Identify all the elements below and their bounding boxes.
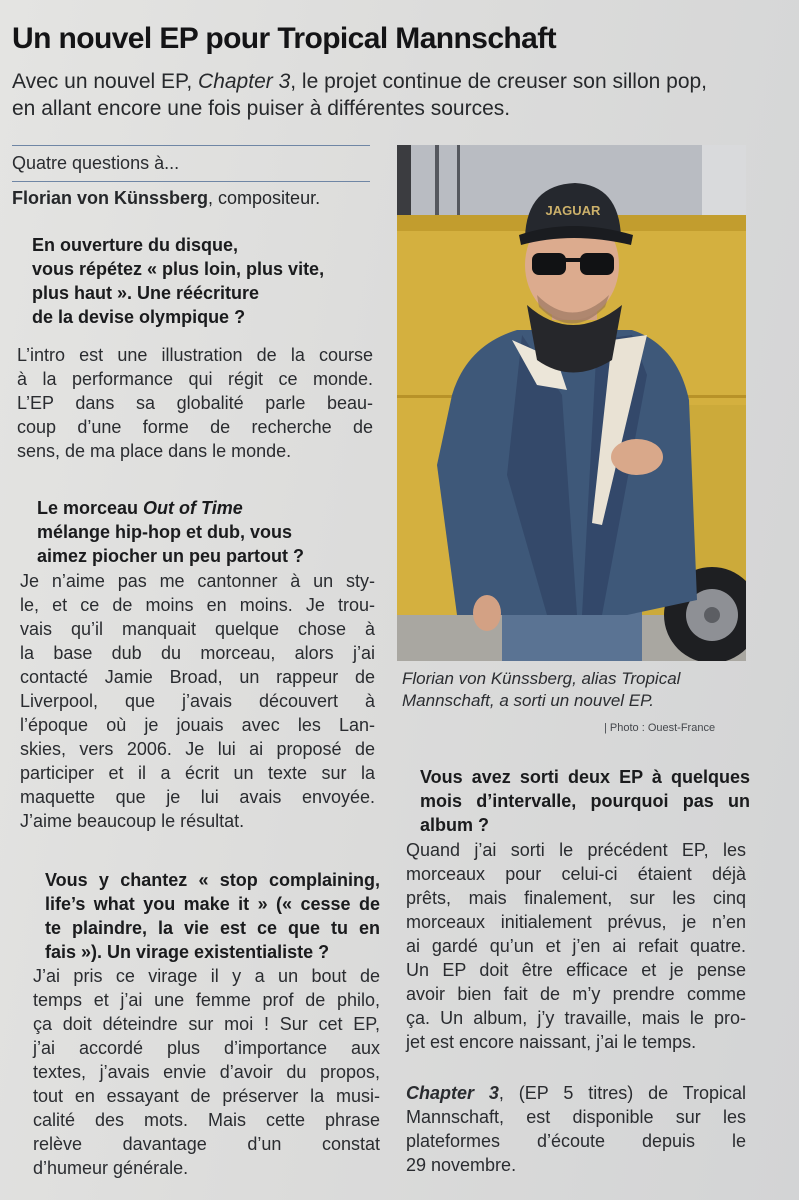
- answer-3-line: j’ai accordé plus d’importance aux: [33, 1038, 380, 1058]
- question-1-line: En ouverture du disque,: [32, 235, 239, 255]
- answer-2-line: participer et il a écrit un texte sur la: [20, 763, 375, 783]
- byline: [12, 188, 320, 209]
- question-2-line: aimez piocher un peu partout ?: [37, 546, 305, 566]
- standfirst: [12, 68, 712, 122]
- question-3-line: Vous y chantez « stop complaining,: [45, 870, 380, 890]
- question-1-line: de la devise olympique ?: [32, 307, 246, 327]
- release-info-line: [406, 1081, 746, 1105]
- answer-4-line: ai gardé qu’un et j’en ai refait quatre.: [406, 936, 746, 956]
- release-info-line: plateformes d’écoute depuis le: [406, 1131, 746, 1151]
- standfirst-text-before: Avec un nouvel EP,: [12, 70, 199, 93]
- answer-2-line: contacté Jamie Broad, un rappeur de: [20, 667, 375, 687]
- standfirst-text-after: , le projet continue de creuser son sillon pop, en allant encore une fois puiser à différentes sources.: [12, 70, 708, 120]
- answer-3-line: temps et j’ai une femme prof de philo,: [33, 990, 380, 1010]
- question-4-line: mois d’intervalle, pourquoi pas un: [420, 791, 750, 811]
- wheel-hub: [704, 607, 720, 623]
- answer-2-line: le, et ce de moins en moins. Je trou-: [20, 595, 375, 615]
- kicker-top-rule: [12, 145, 370, 146]
- sunglasses-bridge: [565, 258, 581, 262]
- answer-4-line: avoir bien fait de m’y prendre comme: [406, 984, 746, 1004]
- release-info-text: , (EP 5 titres) de Tropical: [498, 1083, 747, 1103]
- answer-2-line: J’aime beaucoup le résultat.: [20, 811, 245, 831]
- answer-4-line: ça. Un album, j’y travaille, mais le pro-: [406, 1008, 746, 1028]
- cap-logo-text: JAGUAR: [545, 203, 601, 218]
- sunglasses-lens-right: [580, 253, 614, 275]
- answer-4-line: morceaux pour celui-ci étaient déjà: [406, 864, 746, 884]
- release-info: [406, 1081, 746, 1177]
- question-2-song-title: Out of Time: [143, 498, 243, 518]
- kicker: Quatre questions à...: [12, 153, 180, 173]
- question-2: [37, 496, 377, 568]
- answer-3-line: J’ai pris ce virage il y a un bout de: [33, 966, 380, 986]
- answer-2-line: Liverpool, que j’avais découvert à: [20, 691, 375, 711]
- answer-1: [17, 343, 373, 463]
- answer-2-line: skies, vers 2006. Je lui ai proposé de: [20, 739, 375, 759]
- answer-2-line: vais qu’il manquait quelque chose à: [20, 619, 375, 639]
- answer-1-line: L’EP dans sa globalité parle beau-: [17, 393, 373, 413]
- answer-4-line: morceaux initialement prévus, je n’en: [406, 912, 746, 932]
- answer-4-line: Un EP doit être efficace et je pense: [406, 960, 746, 980]
- question-3-line: fais »). Un virage existentialiste ?: [45, 942, 330, 962]
- portrait-photo: [397, 145, 746, 661]
- answer-3: [33, 964, 380, 1180]
- answer-2-line: maquette que je lui avais envoyée.: [20, 787, 375, 807]
- answer-1-line: coup d’une forme de recherche de: [17, 417, 373, 437]
- question-3-line: te plaindre, la vie est ce que tu en: [45, 918, 380, 938]
- release-info-line: 29 novembre.: [406, 1155, 517, 1175]
- question-2-line: mélange hip-hop et dub, vous: [37, 522, 293, 542]
- answer-3-line: textes, j’avais envie d’avoir du propos,: [33, 1062, 380, 1082]
- release-info-line: Mannschaft, est disponible sur les: [406, 1107, 746, 1127]
- photo-caption-line: Florian von Künssberg, alias Tropical: [402, 669, 681, 688]
- byline-name: Florian von Künssberg: [12, 188, 209, 208]
- answer-4-line: Quand j’ai sorti le précédent EP, les: [406, 840, 746, 860]
- sunglasses-lens-left: [532, 253, 566, 275]
- photo-credit: | Photo : Ouest-France: [604, 722, 716, 734]
- answer-3-line: tout en essayant de préserver la musi-: [33, 1086, 380, 1106]
- answer-4-line: prêts, mais finalement, sur les cinq: [406, 888, 746, 908]
- question-3: [45, 868, 380, 964]
- answer-4: [406, 838, 746, 1054]
- portrait-illustration: [397, 145, 746, 661]
- byline-role: , compositeur.: [208, 188, 321, 208]
- question-2-text: Le morceau: [37, 498, 144, 518]
- question-4-line: Vous avez sorti deux EP à quelques: [420, 767, 750, 787]
- answer-4-line: jet est encore naissant, j’ai le temps.: [406, 1032, 697, 1052]
- answer-2-line: Je n’aime pas me cantonner à un sty-: [20, 571, 375, 591]
- release-info-ep-title: Chapter 3: [406, 1083, 499, 1103]
- question-3-line: life’s what you make it » (« cesse de: [45, 894, 380, 914]
- answer-2-line: l’époque où je jouais avec les Lan-: [20, 715, 375, 735]
- answer-3-line: ça doit déteindre sur moi ! Sur cet EP,: [33, 1014, 380, 1034]
- question-1-line: plus haut ». Une réécriture: [32, 283, 260, 303]
- question-1: [32, 233, 377, 329]
- headline: Un nouvel EP pour Tropical Mannschaft: [12, 22, 556, 55]
- question-4-line: album ?: [420, 815, 490, 835]
- question-1-line: vous répétez « plus loin, plus vite,: [32, 259, 325, 279]
- answer-3-line: relève davantage d’un constat: [33, 1134, 380, 1154]
- answer-2-line: la base dub du morceau, alors j’ai: [20, 643, 375, 663]
- answer-1-line: sens, de ma place dans le monde.: [17, 441, 292, 461]
- photo-caption-line: Mannschaft, a sorti un nouvel EP.: [402, 691, 655, 710]
- standfirst-ep-title: Chapter 3: [198, 70, 291, 93]
- question-4: [420, 765, 750, 837]
- hand-right: [611, 439, 663, 475]
- hand-left: [473, 595, 501, 631]
- answer-3-line: calité des mots. Mais cette phrase: [33, 1110, 380, 1130]
- question-2-line: [37, 496, 377, 520]
- answer-2: [20, 569, 375, 833]
- kicker-bottom-rule: [12, 181, 370, 182]
- photo-caption: [402, 668, 747, 712]
- answer-1-line: à la performance qui régit ce monde.: [17, 369, 373, 389]
- answer-1-line: L’intro est une illustration de la course: [17, 345, 373, 365]
- answer-3-line: d’humeur générale.: [33, 1158, 189, 1178]
